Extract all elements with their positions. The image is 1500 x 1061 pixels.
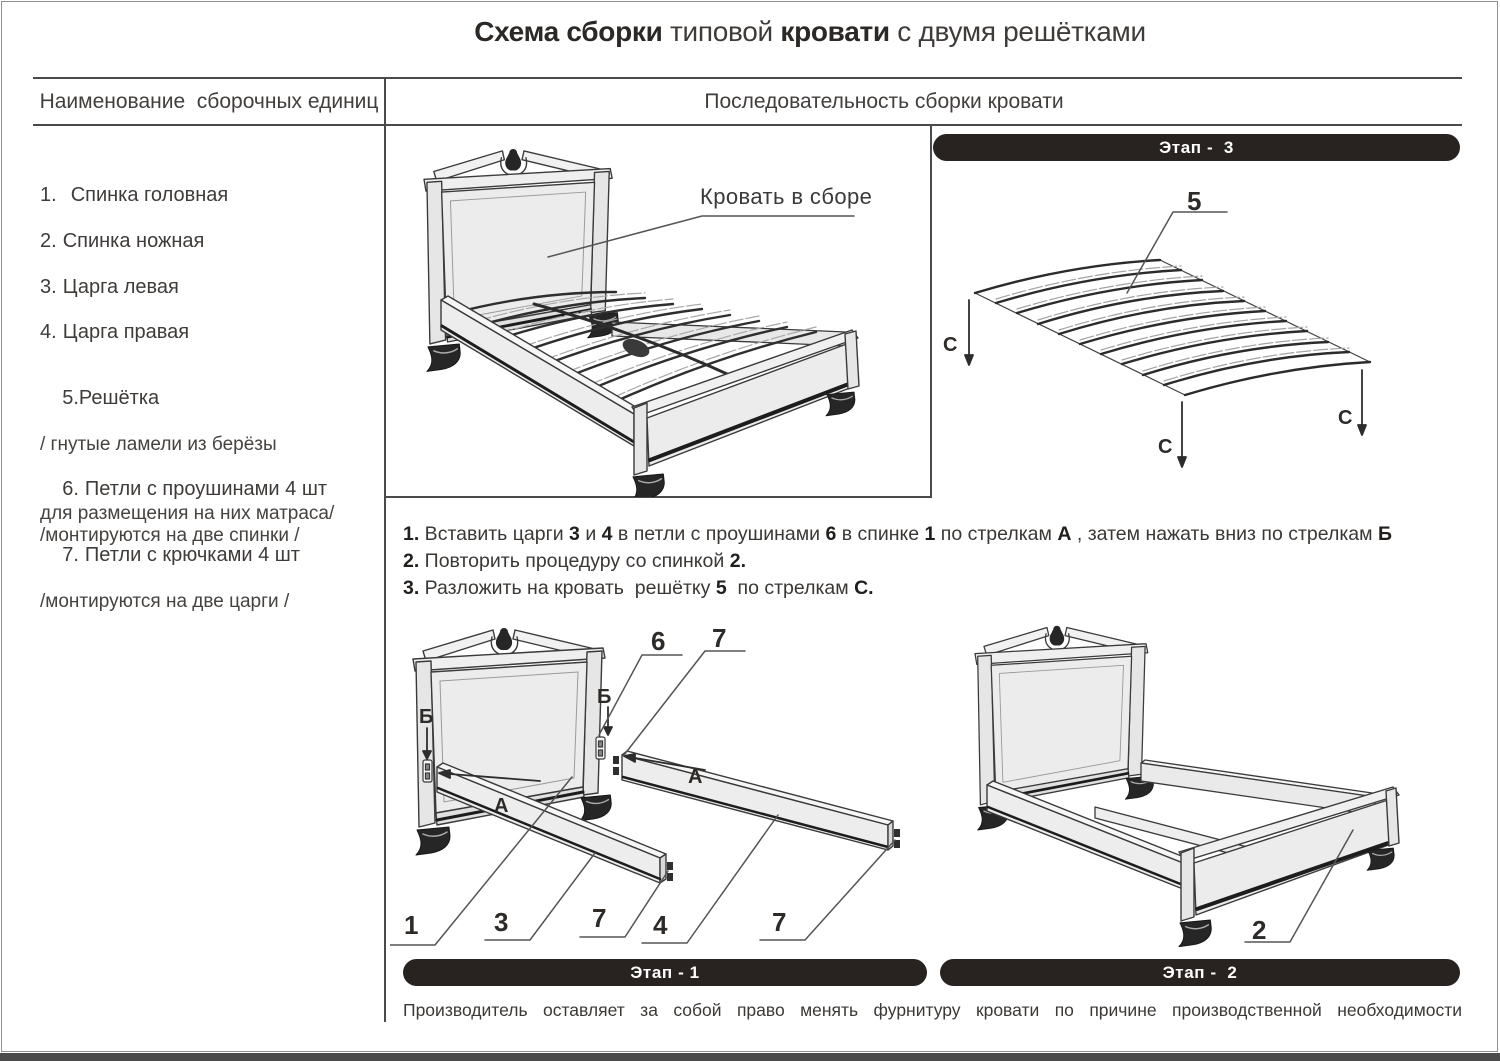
assembled-bed-drawing [384, 126, 930, 497]
part-number: 1. [40, 184, 57, 206]
stage3-part5-label: 5 [1187, 186, 1202, 216]
part-number: 5. [62, 387, 79, 409]
stage1-slide-arrow-label-far: А [688, 766, 703, 788]
stage1-callout-7-right: 7 [772, 907, 787, 937]
instruction-step-1: 1. Вставить царги 3 и 4 в петли с проушинами 6 в спинке 1 по стрелкам А , затем нажать вниз по стрелкам Б [403, 523, 1392, 545]
stage3-arrow-c-label-2: С [1158, 436, 1173, 458]
part-label: Царга правая [62, 321, 190, 343]
page-bottom-edge [0, 1053, 1500, 1061]
part-note: / гнутые ламели из берёзы [40, 434, 277, 455]
title-divider-line [33, 77, 1462, 79]
part-number: 4. [40, 321, 57, 343]
part-label: Царга левая [62, 276, 179, 298]
part-label: Спинка головная [70, 184, 229, 206]
part-item-2 [40, 230, 204, 253]
part-label: Петли с проушинами 4 шт [84, 478, 328, 500]
part-number: 7. [62, 544, 79, 566]
part-note: /монтируются на две спинки / [40, 525, 300, 546]
stage1-callout-4: 4 [653, 910, 668, 940]
part-number: 2. [40, 230, 57, 252]
stage1-callout-1: 1 [404, 910, 419, 940]
stage1-press-arrow-label-left: Б [419, 706, 434, 728]
part-item-4 [40, 321, 189, 344]
stage1-drawing [390, 615, 935, 960]
assembly-instructions [403, 521, 1465, 602]
part-note: /монтируются на две царги / [40, 591, 290, 612]
stage1-slide-arrow-label-near: А [494, 795, 509, 817]
stage1-callout-7-top: 7 [712, 623, 727, 653]
part-item-7 [40, 521, 300, 659]
part-label: Спинка ножная [62, 230, 205, 252]
sequence-column-header: Последовательность сборки кровати [704, 90, 1064, 113]
assembled-box-right-border [930, 124, 932, 497]
stage1-banner: Этап - 1 [403, 959, 927, 986]
stage1-callout-6: 6 [651, 626, 666, 656]
assembled-footboard [632, 330, 859, 497]
part-note: для размещения на них матраса/ [40, 503, 335, 524]
instruction-step-3: 3. Разложить на кровать решётку 5 по стрелкам С. [403, 577, 874, 599]
stage1-right-rail [613, 751, 900, 850]
manufacturer-disclaimer: Производитель оставляет за собой право менять фурнитуру кровати по причине производственной необходимости [403, 1000, 1462, 1020]
stage1-press-arrow-label-right: Б [597, 686, 612, 708]
part-label: Решётка [78, 387, 160, 409]
slat-base-drawing [935, 165, 1462, 520]
part-number: 3. [40, 276, 57, 298]
stage3-arrow-c-label-1: С [943, 334, 958, 356]
stage1-callout-3: 3 [494, 907, 509, 937]
stage2-footboard [1179, 787, 1399, 947]
stage3-arrow-c-label-3: С [1338, 407, 1353, 429]
part-label: Петли с крючками 4 шт [84, 544, 300, 566]
stage1-callout-7-mid: 7 [592, 903, 607, 933]
stage2-banner: Этап - 2 [940, 959, 1460, 986]
slat-base-sheet [975, 260, 1370, 395]
part-item-3 [40, 276, 179, 299]
stage2-part2-label: 2 [1252, 915, 1267, 945]
parts-column-header: Наименование сборочных единиц [39, 90, 379, 113]
assembled-bed-callout: Кровать в сборе [700, 184, 873, 209]
part-number: 6. [62, 478, 79, 500]
stage3-banner: Этап - 3 [933, 134, 1460, 161]
page-title: Схема сборки типовой кровати с двумя решётками [474, 16, 1146, 47]
stage2-drawing [945, 615, 1462, 960]
part-item-1 [40, 184, 228, 207]
instruction-step-2: 2. Повторить процедуру со спинкой 2. [403, 550, 746, 572]
